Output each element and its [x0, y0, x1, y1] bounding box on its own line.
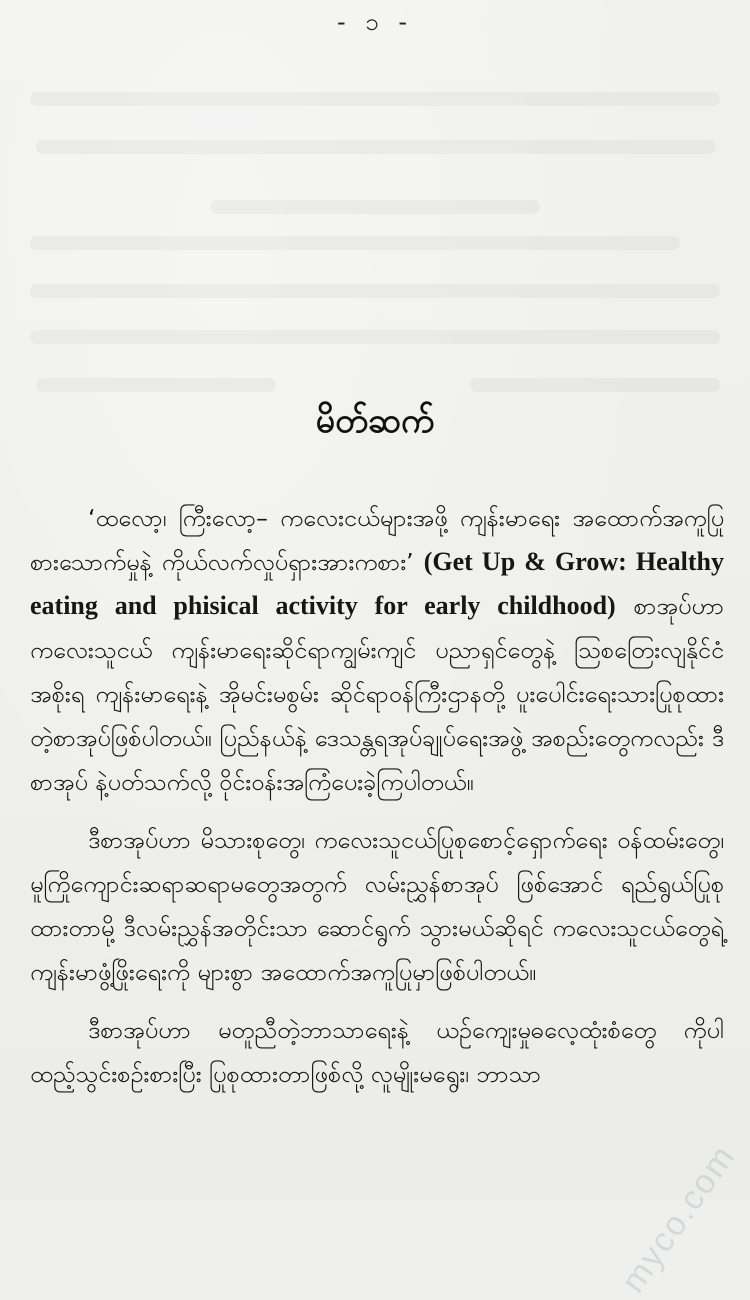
paragraph-3: ဒီစာအုပ်ဟာ မတူညီတဲ့ဘာသာရေးနဲ့ ယဉ်ကျေးမှုဓလေ့ထုံးစံတွေ ကိုပါ ထည့်သွင်းစဉ်းစားပြီး ပြုစုထားတာဖြစ်လို့ လူမျိုးမရွေး၊ ဘာသာ: [30, 1016, 724, 1088]
bleed-through-line: [30, 330, 720, 344]
paragraph-1-part-1: ‘ထလော့၊ ကြီးလော့– ကလေးငယ်များအဖို့ ကျန်းမာရေး အထောက်အကူပြု စားသောက်မှုနဲ့ ကိုယ်လက်လှုပ်ရှားအားကစား’: [30, 504, 724, 576]
bleed-through-line: [30, 236, 680, 250]
bleed-through-line: [30, 92, 720, 106]
bleed-through-line: [36, 140, 716, 154]
paragraph-1-english-title: (Get Up & Grow: Healthy eating and phisical activity for early childhood): [30, 547, 725, 620]
bleed-through-line: [470, 378, 720, 392]
bleed-through-line: [30, 284, 720, 298]
body-text: [30, 496, 724, 1110]
bleed-through-line: [210, 200, 540, 214]
page-title: မိတ်ဆက်: [315, 401, 435, 441]
paragraph-2: ဒီစာအုပ်ဟာ မိသားစုတွေ၊ ကလေးသူငယ်ပြုစုစောင့်ရှောက်ရေး ဝန်ထမ်းတွေ၊ မူကြိုကျောင်းဆရာဆရာမတွေအတွက် လမ်းညွှန်စာအုပ် ဖြစ်အောင် ရည်ရွယ်ပြုစုထားတာမို့ ဒီလမ်းညွှန်အတိုင်းသာ ဆောင်ရွက် သွားမယ်ဆိုရင် ကလေးသူငယ်တွေရဲ့ ကျန်းမာဖွံ့ဖြိုးရေးကို များစွာ အထောက်အကူပြုမှာဖြစ်ပါတယ်။: [30, 826, 724, 986]
page-number: - ၁ -: [336, 8, 414, 36]
paragraph-1: [30, 496, 724, 804]
paragraph-1-part-2: စာအုပ်ဟာ ကလေးသူငယ် ကျန်းမာရေးဆိုင်ရာကျွမ်းကျင် ပညာရှင်တွေနဲ့ ဩစတြေးလျနိုင်ငံအစိုးရ ကျန်းမာရေးနဲ့ အိုမင်းမစွမ်း ဆိုင်ရာဝန်ကြီးဌာနတို့ ပူးပေါင်းရေးသားပြုစုထားတဲ့စာအုပ်ဖြစ်ပါတယ်။ ပြည်နယ်နဲ့ ဒေသန္တရအုပ်ချုပ်ရေးအဖွဲ့ အစည်းတွေကလည်း ဒီစာအုပ် နဲ့ပတ်သက်လို့ ဝိုင်းဝန်းအကြံပေးခဲ့ကြပါတယ်။: [30, 592, 725, 796]
bleed-through-line: [36, 378, 276, 392]
watermark: myco.com: [614, 1137, 744, 1300]
